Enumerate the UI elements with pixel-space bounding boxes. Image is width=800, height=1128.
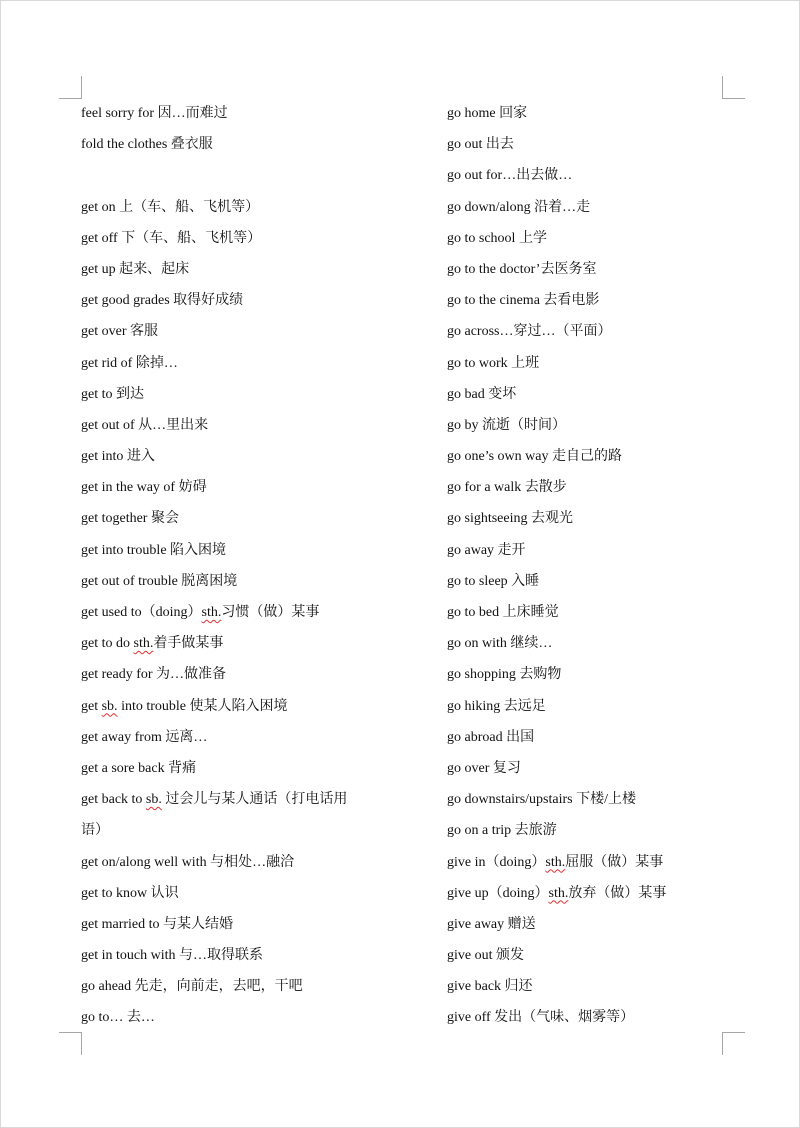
phrase-line: go out for…出去做… (447, 168, 573, 184)
spellcheck-flagged-word: sth. (201, 605, 222, 620)
phrase-line: get ready for 为…做准备 (81, 667, 227, 683)
margin-corner-top-left (59, 76, 82, 99)
phrase-text: into trouble 使某人陷入困境 (117, 698, 288, 714)
phrase-line: get good grades 取得好成绩 (81, 293, 244, 309)
phrase-line: go across…穿过…（平面） (447, 324, 612, 340)
phrase-line: get rid of 除掉… (81, 355, 178, 371)
phrase-line: go to bed 上床睡觉 (447, 605, 559, 620)
phrase-line (81, 597, 381, 628)
phrase-line: get a sore back 背痛 (81, 760, 197, 776)
spellcheck-flagged-word: sth. (545, 854, 566, 870)
phrase-line: go out 出去 (447, 137, 514, 153)
phrase-text: get (81, 698, 102, 714)
phrase-text: 习惯（做）某事 (221, 605, 320, 620)
phrase-line: get into 进入 (81, 449, 155, 465)
phrase-column-right (447, 98, 707, 1034)
phrase-line: 语） (81, 823, 109, 839)
phrase-line: go downstairs/upstairs 下楼/上楼 (447, 792, 636, 808)
phrase-text: get back to (81, 792, 146, 808)
phrase-line: go hiking 去远足 (447, 698, 546, 714)
phrase-line: feel sorry for 因…而难过 (81, 106, 228, 121)
phrase-line: go to the cinema 去看电影 (447, 293, 600, 309)
phrase-line (81, 784, 381, 815)
phrase-line: get out of trouble 脱离困境 (81, 573, 238, 589)
phrase-line: give away 赠送 (447, 916, 536, 932)
phrase-line: get to 到达 (81, 386, 144, 402)
phrase-line: give out 颁发 (447, 948, 524, 964)
phrase-line: give back 归还 (447, 979, 533, 995)
phrase-line: get in the way of 妨碍 (81, 480, 207, 496)
phrase-line: go over 复习 (447, 760, 521, 776)
phrase-text: get used to（doing） (81, 605, 202, 620)
phrase-line: go down/along 沿着…走 (447, 199, 591, 215)
phrase-line: go to school 上学 (447, 230, 547, 246)
spellcheck-flagged-word: sth. (548, 885, 569, 901)
phrase-line: get in touch with 与…取得联系 (81, 948, 263, 964)
phrase-line: go sightseeing 去观光 (447, 511, 573, 527)
phrase-line (81, 628, 381, 659)
margin-corner-top-right (722, 76, 745, 99)
phrase-line: go home 回家 (447, 106, 528, 121)
phrase-text: 放弃（做）某事 (568, 885, 667, 901)
phrase-line: get away from 远离… (81, 729, 208, 745)
phrase-line (447, 847, 707, 878)
margin-corner-bottom-right (722, 1032, 745, 1055)
phrase-text: 屈服（做）某事 (565, 854, 664, 870)
phrase-text: give up（doing） (447, 885, 549, 901)
phrase-line: go for a walk 去散步 (447, 480, 567, 496)
phrase-line: get over 客服 (81, 324, 158, 340)
phrase-line (447, 878, 707, 909)
phrase-line: get off 下（车、船、飞机等） (81, 230, 262, 246)
phrase-text: give in（doing） (447, 854, 546, 870)
margin-corner-bottom-left (59, 1032, 82, 1055)
phrase-column-left (81, 98, 381, 1034)
phrase-text: get to do (81, 636, 134, 652)
phrase-line: get to know 认识 (81, 885, 179, 901)
phrase-line (81, 691, 381, 722)
phrase-line: get up 起来、起床 (81, 261, 190, 277)
phrase-line (81, 160, 381, 191)
phrase-line: go shopping 去购物 (447, 667, 562, 683)
phrase-line: get together 聚会 (81, 511, 179, 527)
phrase-line: go to work 上班 (447, 355, 540, 371)
phrase-line: give off 发出（气味、烟雾等） (447, 1010, 635, 1026)
phrase-line: go on with 继续… (447, 636, 553, 652)
phrase-line: get on 上（车、船、飞机等） (81, 199, 260, 215)
spellcheck-flagged-word: sb. (145, 792, 162, 808)
phrase-line: go by 流逝（时间） (447, 417, 566, 433)
phrase-line: go away 走开 (447, 542, 526, 558)
phrase-line: get on/along well with 与相处…融洽 (81, 854, 295, 870)
phrase-text: 着手做某事 (153, 636, 224, 652)
spellcheck-flagged-word: sth. (133, 636, 154, 652)
phrase-line: get married to 与某人结婚 (81, 916, 234, 932)
phrase-line: go one’s own way 走自己的路 (447, 449, 622, 465)
phrase-line: fold the clothes 叠衣服 (81, 137, 213, 153)
phrase-line: go bad 变坏 (447, 386, 517, 402)
phrase-text: 过会儿与某人通话（打电话用 (161, 792, 348, 808)
phrase-line: get out of 从…里出来 (81, 417, 209, 433)
phrase-line: get into trouble 陷入困境 (81, 542, 227, 558)
phrase-line: go abroad 出国 (447, 729, 535, 745)
phrase-line: go ahead 先走，向前走，去吧，干吧 (81, 979, 303, 995)
phrase-line: go to sleep 入睡 (447, 573, 540, 589)
spellcheck-flagged-word: sb. (101, 698, 118, 714)
phrase-line: go to the doctor’去医务室 (447, 261, 597, 277)
phrase-line: go to… 去… (81, 1010, 155, 1026)
phrase-line: go on a trip 去旅游 (447, 823, 557, 839)
